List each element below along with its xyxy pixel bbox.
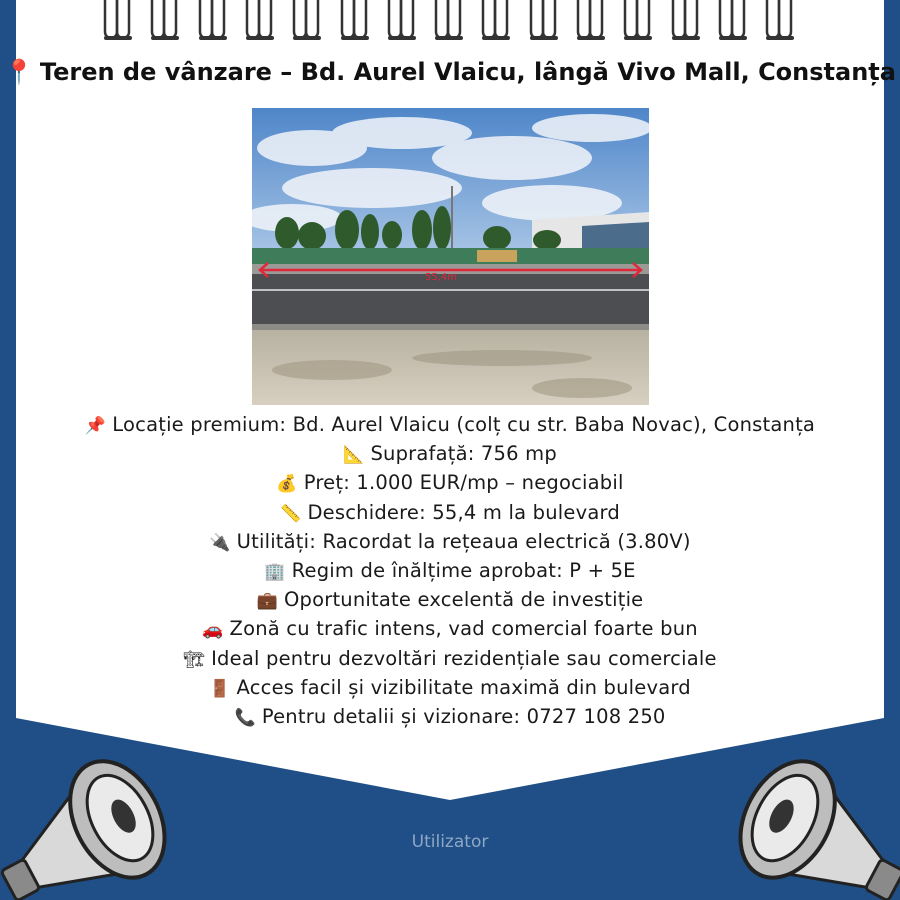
detail-item [0,614,900,643]
binding-ring-icon [478,0,514,42]
detail-item [0,673,900,702]
ruler-icon: 📏 [280,503,302,524]
round-pushpin-icon: 📍 [4,58,34,86]
binding-ring-icon [242,0,278,42]
spiral-binding [100,0,810,44]
binding-ring-icon [289,0,325,42]
electric-plug-icon: 🔌 [209,532,231,553]
detail-item [0,585,900,614]
detail-item [0,644,900,673]
binding-ring-icon [526,0,562,42]
binding-ring-icon [337,0,373,42]
door-icon: 🚪 [209,678,231,699]
detail-item [0,498,900,527]
binding-ring-icon [100,0,136,42]
detail-text: Regim de înălțime aprobat: P + 5E [291,558,636,582]
details-list [0,410,900,731]
telephone-icon: 📞 [234,707,256,728]
detail-text: Deschidere: 55,4 m la bulevard [307,500,620,524]
detail-text: Ideal pentru dezvoltări rezidențiale sau comerciale [211,646,717,670]
detail-item [0,410,900,439]
detail-text: Utilități: Racordat la rețeaua electrică (3.80V) [236,529,691,553]
detail-text: Zonă cu trafic intens, vad comercial foarte bun [229,617,698,641]
detail-item [0,527,900,556]
page-title [0,58,900,86]
construction-crane-icon: 🏗 [183,649,206,670]
money-bag-icon: 💰 [276,474,298,495]
office-building-icon: 🏢 [264,561,286,582]
binding-ring-icon [431,0,467,42]
briefcase-icon: 💼 [256,591,278,612]
triangle-ruler-icon: 📐 [343,445,365,466]
land-photo [252,108,649,405]
pushpin-icon: 📌 [84,416,107,436]
megaphone-left-icon [0,735,200,900]
detail-text: Acces facil și vizibilitate maximă din bulevard [236,675,691,699]
detail-text: Oportunitate excelentă de investiție [283,588,644,612]
footer-username: Utilizator [411,832,489,852]
megaphone-right-icon [705,735,900,900]
binding-ring-icon [195,0,231,42]
detail-item [0,468,900,497]
detail-text: Preț: 1.000 EUR/mp – negociabil [303,471,624,495]
detail-item [0,556,900,585]
binding-ring-icon [384,0,420,42]
car-icon: 🚗 [202,620,224,641]
binding-ring-icon [762,0,798,42]
binding-ring-icon [715,0,751,42]
detail-item [0,439,900,468]
detail-text: Pentru detalii și vizionare: 0727 108 250 [261,704,666,728]
title-text: Teren de vânzare – Bd. Aurel Vlaicu, lângă Vivo Mall, Constanța [39,58,896,86]
detail-text: Locație premium: Bd. Aurel Vlaicu (colț cu str. Baba Novac), Constanța [112,413,816,436]
detail-text: Suprafață: 756 mp [370,442,557,466]
binding-ring-icon [668,0,704,42]
detail-item [0,702,900,731]
binding-ring-icon [147,0,183,42]
binding-ring-icon [620,0,656,42]
measurement-label: 55,4m [425,272,458,283]
binding-ring-icon [573,0,609,42]
